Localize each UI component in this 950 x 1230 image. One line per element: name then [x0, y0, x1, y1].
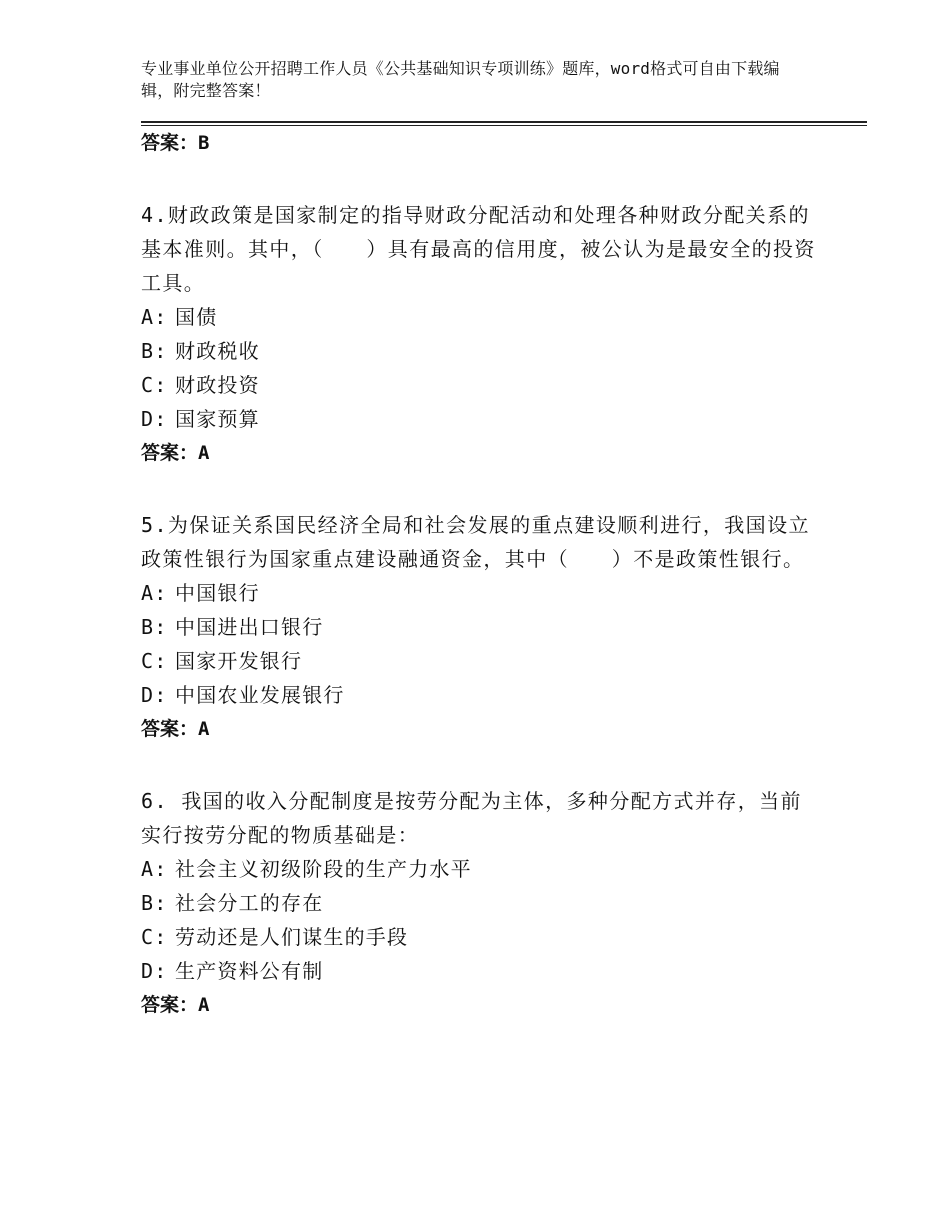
option-d — [141, 402, 821, 436]
option-key: A: — [141, 857, 168, 881]
question-text: 5.为保证关系国民经济全局和社会发展的重点建设顺利进行，我国设立政策性银行为国家重点建设融通资金，其中（ ）不是政策性银行。 — [141, 513, 810, 571]
answer-label: 答案： — [141, 994, 199, 1016]
option-text: 社会分工的存在 — [175, 891, 324, 915]
option-text: 中国进出口银行 — [175, 615, 324, 639]
option-text: 生产资料公有制 — [175, 959, 324, 983]
question-answer — [141, 436, 821, 470]
option-text: 中国农业发展银行 — [175, 683, 345, 707]
option-text: 劳动还是人们谋生的手段 — [175, 925, 409, 949]
answer-value: A — [198, 442, 210, 464]
option-text: 中国银行 — [175, 581, 260, 605]
answer-label: 答案： — [141, 442, 199, 464]
answer-value: A — [198, 718, 210, 740]
option-b — [141, 334, 821, 368]
question-answer — [141, 988, 821, 1022]
option-text: 国家开发银行 — [175, 649, 303, 673]
answer-label: 答案： — [141, 132, 199, 154]
option-b — [141, 610, 821, 644]
question-6 — [141, 784, 821, 1022]
option-a — [141, 852, 821, 886]
option-text: 社会主义初级阶段的生产力水平 — [175, 857, 472, 881]
option-key: D: — [141, 407, 168, 431]
header-rule-thick — [141, 121, 867, 123]
option-d — [141, 678, 821, 712]
question-4 — [141, 198, 821, 470]
option-key: A: — [141, 581, 168, 605]
answer-value: A — [198, 994, 210, 1016]
option-key: C: — [141, 649, 168, 673]
option-key: B: — [141, 615, 168, 639]
page-header: 专业事业单位公开招聘工作人员《公共基础知识专项训练》题库，word格式可自由下载编辑，附完整答案！ — [141, 59, 780, 100]
option-c — [141, 368, 821, 402]
option-d — [141, 954, 821, 988]
option-text: 国债 — [175, 305, 218, 329]
option-text: 财政税收 — [175, 339, 260, 363]
option-key: A: — [141, 305, 168, 329]
option-c — [141, 920, 821, 954]
previous-answer — [141, 126, 821, 160]
option-key: D: — [141, 959, 168, 983]
option-b — [141, 886, 821, 920]
answer-value: B — [198, 132, 210, 154]
question-answer — [141, 712, 821, 746]
option-c — [141, 644, 821, 678]
option-key: D: — [141, 683, 168, 707]
question-5 — [141, 508, 821, 746]
option-text: 财政投资 — [175, 373, 260, 397]
option-key: C: — [141, 373, 168, 397]
option-key: B: — [141, 891, 168, 915]
document-body — [141, 126, 821, 1022]
question-text: 4.财政政策是国家制定的指导财政分配活动和处理各种财政分配关系的基本准则。其中，（ ）具有最高的信用度，被公认为是最安全的投资工具。 — [141, 203, 816, 295]
option-text: 国家预算 — [175, 407, 260, 431]
option-a — [141, 576, 821, 610]
option-key: B: — [141, 339, 168, 363]
question-text: 6. 我国的收入分配制度是按劳分配为主体，多种分配方式并存，当前实行按劳分配的物质基础是： — [141, 789, 802, 847]
answer-label: 答案： — [141, 718, 199, 740]
option-key: C: — [141, 925, 168, 949]
option-a — [141, 300, 821, 334]
